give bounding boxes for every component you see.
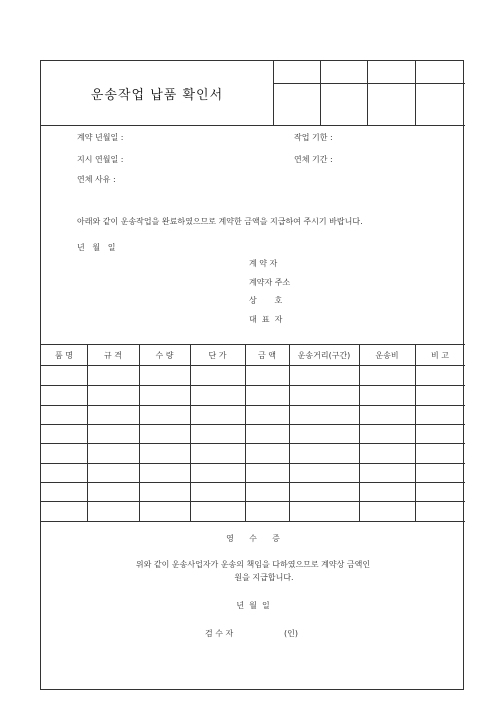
confirmation-form xyxy=(40,60,464,690)
receipt-heading: 영 수 증 xyxy=(226,534,280,543)
column-header-distance: 운송거리(구간) xyxy=(297,350,351,360)
request-date-line: 년 월 일 xyxy=(77,243,116,252)
header-bottom-line xyxy=(41,125,465,126)
delay-reason-field: 연체 사유 : xyxy=(77,175,116,184)
column-header-item: 품 명 xyxy=(55,350,73,360)
column-header-freight: 운송비 xyxy=(375,350,399,360)
column-header-remarks: 비 고 xyxy=(431,350,449,360)
receipt-text-line2: 원을 지급합니다. xyxy=(234,573,294,582)
seal-mark: (인) xyxy=(284,629,298,638)
contractor-label: 계 약 자 xyxy=(249,259,278,268)
receipt-date-line: 년 월 일 xyxy=(236,601,270,610)
contract-date-field: 계약 년월일 : xyxy=(77,133,124,142)
delay-period-field: 연체 기간 : xyxy=(294,155,333,164)
column-header-amount: 금 액 xyxy=(258,350,276,360)
work-deadline-field: 작업 기한 : xyxy=(294,133,333,142)
header-divider xyxy=(273,61,274,125)
request-text: 아래와 같이 운송작업을 완료하였으므로 계약한 금액을 지급하여 주시기 바랍니다. xyxy=(77,217,363,226)
contractor-address-label: 계약자 주소 xyxy=(249,278,291,287)
representative-label: 대 표 자 xyxy=(249,315,283,324)
column-header-quantity: 수 량 xyxy=(155,350,174,360)
trade-name-label: 상 호 xyxy=(249,296,283,305)
inspector-label: 검 수 자 xyxy=(205,629,234,638)
column-header-spec: 규 격 xyxy=(104,350,122,360)
column-header-unit-price: 단 가 xyxy=(208,350,227,360)
document-title: 운송작업 납품 확인서 xyxy=(90,87,224,103)
receipt-text-line1: 위와 같이 운송사업자가 운송의 책임을 다하였으므로 계약상 금액인 xyxy=(135,560,371,569)
order-date-field: 지시 연월일 : xyxy=(77,155,124,164)
